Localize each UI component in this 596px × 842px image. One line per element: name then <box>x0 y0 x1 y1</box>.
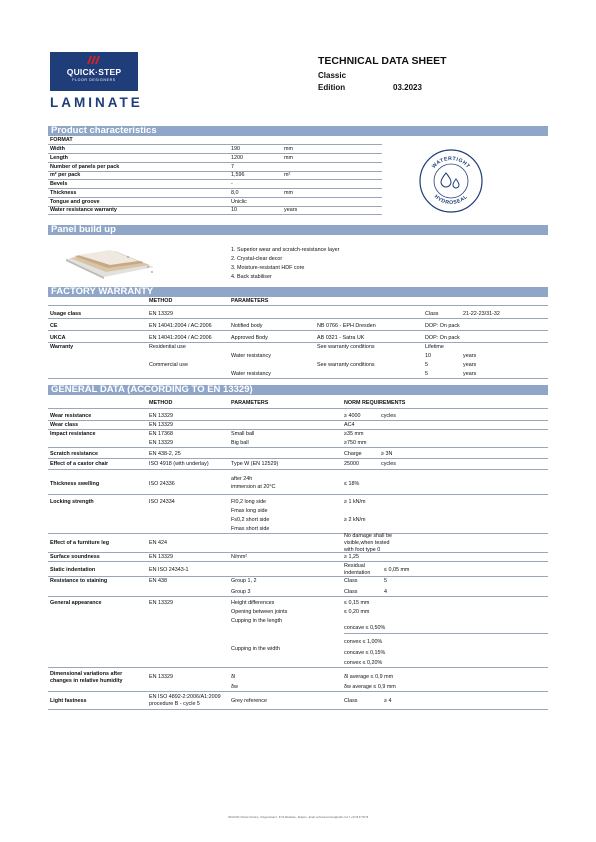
divider <box>48 318 548 319</box>
divider <box>48 342 548 343</box>
warranty-label: Warranty <box>50 344 74 350</box>
m2-label: m² per pack <box>50 172 81 178</box>
castor-norm: 25000 <box>344 461 359 467</box>
light-class: Class <box>344 698 358 704</box>
width-label: Width <box>50 146 65 152</box>
commercial-use: Commercial use <box>149 362 188 368</box>
divider <box>48 408 548 409</box>
impact-method-1: EN 17368 <box>149 431 173 437</box>
swelling-param-1: after 24h <box>231 476 253 482</box>
general-method-header: METHOD <box>149 400 173 406</box>
staining-class-2: Class <box>344 589 358 595</box>
locking-param-2: Fmax long side <box>231 508 268 514</box>
dimensional-label-1: Dimensional variations after <box>50 671 123 677</box>
panel-buildup-illustration <box>66 245 156 280</box>
soundness-param: N/mm² <box>231 554 248 560</box>
appearance-label: General appearance <box>50 600 102 606</box>
static-norm-2: indentation <box>344 570 371 576</box>
locking-norm-3: ≥ 2 kN/m <box>344 517 366 523</box>
commercial-water-resistancy: Water resistancy <box>231 371 271 377</box>
ukca-label: UKCA <box>50 335 66 341</box>
wear-resistance-label: Wear resistance <box>50 413 92 419</box>
quick-step-logo <box>50 52 138 91</box>
years-unit: years <box>463 353 477 359</box>
commercial-conditions: See warranty conditions <box>317 362 375 368</box>
divider <box>48 709 548 710</box>
divider <box>48 458 548 459</box>
castor-unit: cycles <box>381 461 396 467</box>
locking-param-4: Fmax short side <box>231 526 270 532</box>
divider <box>48 188 382 189</box>
badge-bottom-text: HYDROSEAL <box>432 193 470 207</box>
light-label: Light fastness <box>50 698 87 704</box>
general-parameters-header: PARAMETERS <box>231 400 269 406</box>
residential-use: Residential use <box>149 344 186 350</box>
locking-norm-1: ≥ 1 kN/m <box>344 499 366 505</box>
divider <box>48 179 382 180</box>
appearance-norm-6: convex ≤ 0,20% <box>344 660 383 666</box>
divider <box>48 533 548 534</box>
layer-3: 3. Moisture-resistant HDF core <box>231 265 305 271</box>
commercial-water-value: 5 <box>425 371 428 377</box>
dimensional-param-1: δl <box>231 674 236 680</box>
appearance-norm-4: convex ≤ 1,00% <box>344 639 383 645</box>
width-unit: mm <box>284 146 293 152</box>
divider <box>48 494 548 495</box>
dimensional-norm-1: δl average ≤ 0,9 mm <box>344 674 394 680</box>
furniture-norm-1: No damage shall be <box>344 533 392 539</box>
ce-method: EN 14041:2004 / AC:2006 <box>149 323 212 329</box>
commercial-value: 5 <box>425 362 428 368</box>
section-title: FACTORY WARRANTY <box>51 286 154 297</box>
divider <box>48 330 548 331</box>
wear-resistance-method: EN 13329 <box>149 413 173 419</box>
castor-label: Effect of a castor chair <box>50 461 109 467</box>
static-norm-3: ≤ 0,05 mm <box>384 567 410 573</box>
divider <box>48 171 382 172</box>
divider <box>48 214 382 215</box>
soundness-method: EN 13329 <box>149 554 173 560</box>
collection-name: Classic <box>318 71 347 80</box>
bevels-value: - <box>231 181 233 187</box>
appearance-norm-2: ≤ 0,20 mm <box>344 609 370 615</box>
section-title: Product characteristics <box>51 125 157 136</box>
divider <box>48 469 548 470</box>
wear-class-label: Wear class <box>50 422 79 428</box>
ce-param: Notified body <box>231 323 263 329</box>
general-norm-header: NORM REQUIREMENTS <box>344 400 406 406</box>
m2-unit: m² <box>284 172 291 178</box>
warranty-method-header: METHOD <box>149 298 173 304</box>
logo-text: QUICK·STEP <box>66 67 122 77</box>
wear-resistance-norm: ≥ 4000 <box>344 413 361 419</box>
dimensional-method: EN 13329 <box>149 674 173 680</box>
scratch-norm-value: ≥ 3N <box>381 451 393 457</box>
tongue-label: Tongue and groove <box>50 199 100 205</box>
locking-method: ISO 24334 <box>149 499 175 505</box>
ce-dop: DOP: On pack <box>425 323 460 329</box>
impact-param-2: Big ball <box>231 440 249 446</box>
static-label: Static indentation <box>50 567 96 573</box>
staining-param-1: Group 1, 2 <box>231 578 257 584</box>
impact-method-2: EN 13329 <box>149 440 173 446</box>
divider <box>48 197 382 198</box>
product-line: LAMINATE <box>50 95 143 110</box>
staining-value-1: 5 <box>384 578 387 584</box>
residential-conditions: See warranty conditions <box>317 344 375 350</box>
soundness-norm: ≥ 1,25 <box>344 554 359 560</box>
divider <box>48 561 548 562</box>
appearance-norm-5: concave ≤ 0,15% <box>344 650 386 656</box>
wear-resistance-unit: cycles <box>381 413 396 419</box>
residential-lifetime: Lifetime <box>425 344 444 350</box>
water-warranty-unit: years <box>284 207 298 213</box>
thickness-value: 8,0 <box>231 190 239 196</box>
hydroseal-badge <box>418 148 484 214</box>
soundness-label: Surface soundness <box>50 554 100 560</box>
swelling-param-2: immersion at 20°C <box>231 484 276 490</box>
thickness-label: Thickness <box>50 190 77 196</box>
scratch-label: Scratch resistance <box>50 451 98 457</box>
divider <box>48 429 548 430</box>
bevels-label: Bevels <box>50 181 68 187</box>
light-param: Grey reference <box>231 698 267 704</box>
length-value: 1200 <box>231 155 243 161</box>
footer: UNILIN BV, Division Flooring - Ooigemstraat 3 - 8710 Wielsbeke - Belgium - Email: technical.services@unilin.com T +32 56 67 56 56 <box>227 816 369 819</box>
swelling-label: Thickness swelling <box>50 481 100 487</box>
section-warranty <box>48 287 548 297</box>
section-general <box>48 385 548 395</box>
length-unit: mm <box>284 155 293 161</box>
castor-param: Type W (EN 12529) <box>231 461 279 467</box>
usage-class-method: EN 13329 <box>149 311 173 317</box>
thickness-unit: mm <box>284 190 293 196</box>
appearance-method: EN 13329 <box>149 600 173 606</box>
logo-subtext: FLOOR DESIGNERS <box>72 78 116 82</box>
impact-norm-2: ≥750 mm <box>344 440 367 446</box>
staining-param-2: Group 3 <box>231 589 251 595</box>
divider <box>48 378 548 379</box>
static-method: EN ISO 24343-1 <box>149 567 189 573</box>
light-method-1: EN ISO 4892-2:2006/A1:2009 <box>149 694 221 700</box>
locking-param-1: Fl0,2 long side <box>231 499 267 505</box>
dimensional-label-2: changes in relative humidity <box>50 678 123 684</box>
staining-label: Resistance to staining <box>50 578 108 584</box>
edition-value: 03.2023 <box>393 83 422 92</box>
light-method-2: procedure B - cycle 5 <box>149 701 200 707</box>
impact-label: Impact resistance <box>50 431 96 437</box>
usage-class-class-label: Class <box>425 311 439 317</box>
layer-1: 1. Superior wear and scratch-resistance layer <box>231 247 340 253</box>
static-norm-1: Residual <box>344 563 365 569</box>
divider <box>48 596 548 597</box>
section-title: GENERAL DATA (ACCORDING TO EN 13329) <box>51 384 253 395</box>
light-value: ≥ 4 <box>384 698 392 704</box>
length-label: Length <box>50 155 68 161</box>
impact-norm-1: ≥35 mm <box>344 431 364 437</box>
wear-class-norm: AC4 <box>344 422 355 428</box>
ce-label: CE <box>50 323 58 329</box>
swelling-norm: ≤ 18% <box>344 481 360 487</box>
appearance-norm-1: ≤ 0,15 mm <box>344 600 370 606</box>
warranty-parameters-header: PARAMETERS <box>231 298 269 304</box>
dimensional-norm-2: δw average ≤ 0,9 mm <box>344 684 396 690</box>
furniture-norm-2: visible,when tested <box>344 540 390 546</box>
appearance-param-3: Cupping in the length <box>231 618 282 624</box>
svg-text:HYDROSEAL <box>433 194 469 206</box>
section-product <box>48 126 548 136</box>
furniture-label: Effect of a furniture leg <box>50 540 110 546</box>
edition-label: Edition <box>318 83 346 92</box>
ce-body: NB 0766 - EPH Dresden <box>317 323 376 329</box>
m2-value: 1,596 <box>231 172 245 178</box>
ukca-body: AB 0321 - Satra UK <box>317 335 365 341</box>
scratch-method: EN 438-2, 25 <box>149 451 181 457</box>
appearance-param-1: Height differences <box>231 600 275 606</box>
years-unit: years <box>463 371 477 377</box>
panels-label: Number of panels per pack <box>50 164 120 170</box>
format-label: FORMAT <box>50 137 73 143</box>
divider <box>48 420 548 421</box>
staining-class-1: Class <box>344 578 358 584</box>
locking-param-3: Fs0,2 short side <box>231 517 270 523</box>
appearance-param-4: Cupping in the width <box>231 646 280 652</box>
water-drops-icon <box>441 173 459 188</box>
divider <box>48 667 548 668</box>
panels-value: 7 <box>231 164 234 170</box>
scratch-norm: Charge <box>344 451 362 457</box>
layer-2: 2. Crystal-clear decor <box>231 256 283 262</box>
divider <box>48 162 382 163</box>
furniture-norm-3: with foot type 0 <box>344 547 381 553</box>
layer-4: 4. Back stabiliser <box>231 274 272 280</box>
badge-top-text: WATERTIGHT <box>431 155 471 170</box>
divider <box>48 153 382 154</box>
tongue-value: Uniclic <box>231 199 247 205</box>
impact-param-1: Small ball <box>231 431 255 437</box>
logo-mark-icon <box>87 56 101 64</box>
divider <box>344 633 548 634</box>
staining-method: EN 438 <box>149 578 167 584</box>
divider <box>48 447 548 448</box>
ukca-param: Approved Body <box>231 335 268 341</box>
section-title: Panel build up <box>51 224 116 235</box>
locking-label: Locking strength <box>50 499 94 505</box>
appearance-norm-3: concave ≤ 0,50% <box>344 625 386 631</box>
swelling-method: ISO 24336 <box>149 481 175 487</box>
staining-value-2: 4 <box>384 589 387 595</box>
residential-water-value: 10 <box>425 353 431 359</box>
section-panel <box>48 225 548 235</box>
divider <box>48 552 548 553</box>
residential-water-resistancy: Water resistancy <box>231 353 271 359</box>
wear-class-method: EN 13329 <box>149 422 173 428</box>
page-title: TECHNICAL DATA SHEET <box>318 55 447 67</box>
width-value: 190 <box>231 146 240 152</box>
usage-class-value: 21-22-23/31-32 <box>463 311 500 317</box>
dimensional-param-2: δw <box>231 684 238 690</box>
ukca-dop: DOP: On pack <box>425 335 460 341</box>
furniture-method: EN 424 <box>149 540 167 546</box>
water-warranty-value: 10 <box>231 207 237 213</box>
divider <box>48 576 548 577</box>
svg-text:WATERTIGHT <box>431 156 471 170</box>
divider <box>48 144 382 145</box>
divider <box>48 691 548 692</box>
castor-method: ISO 4918 (with underlay) <box>149 461 209 467</box>
ukca-method: EN 14041:2004 / AC:2006 <box>149 335 212 341</box>
water-warranty-label: Water resistance warranty <box>50 207 117 213</box>
years-unit: years <box>463 362 477 368</box>
appearance-param-2: Opening between joints <box>231 609 288 615</box>
usage-class-label: Usage class <box>50 311 82 317</box>
divider <box>48 305 548 306</box>
